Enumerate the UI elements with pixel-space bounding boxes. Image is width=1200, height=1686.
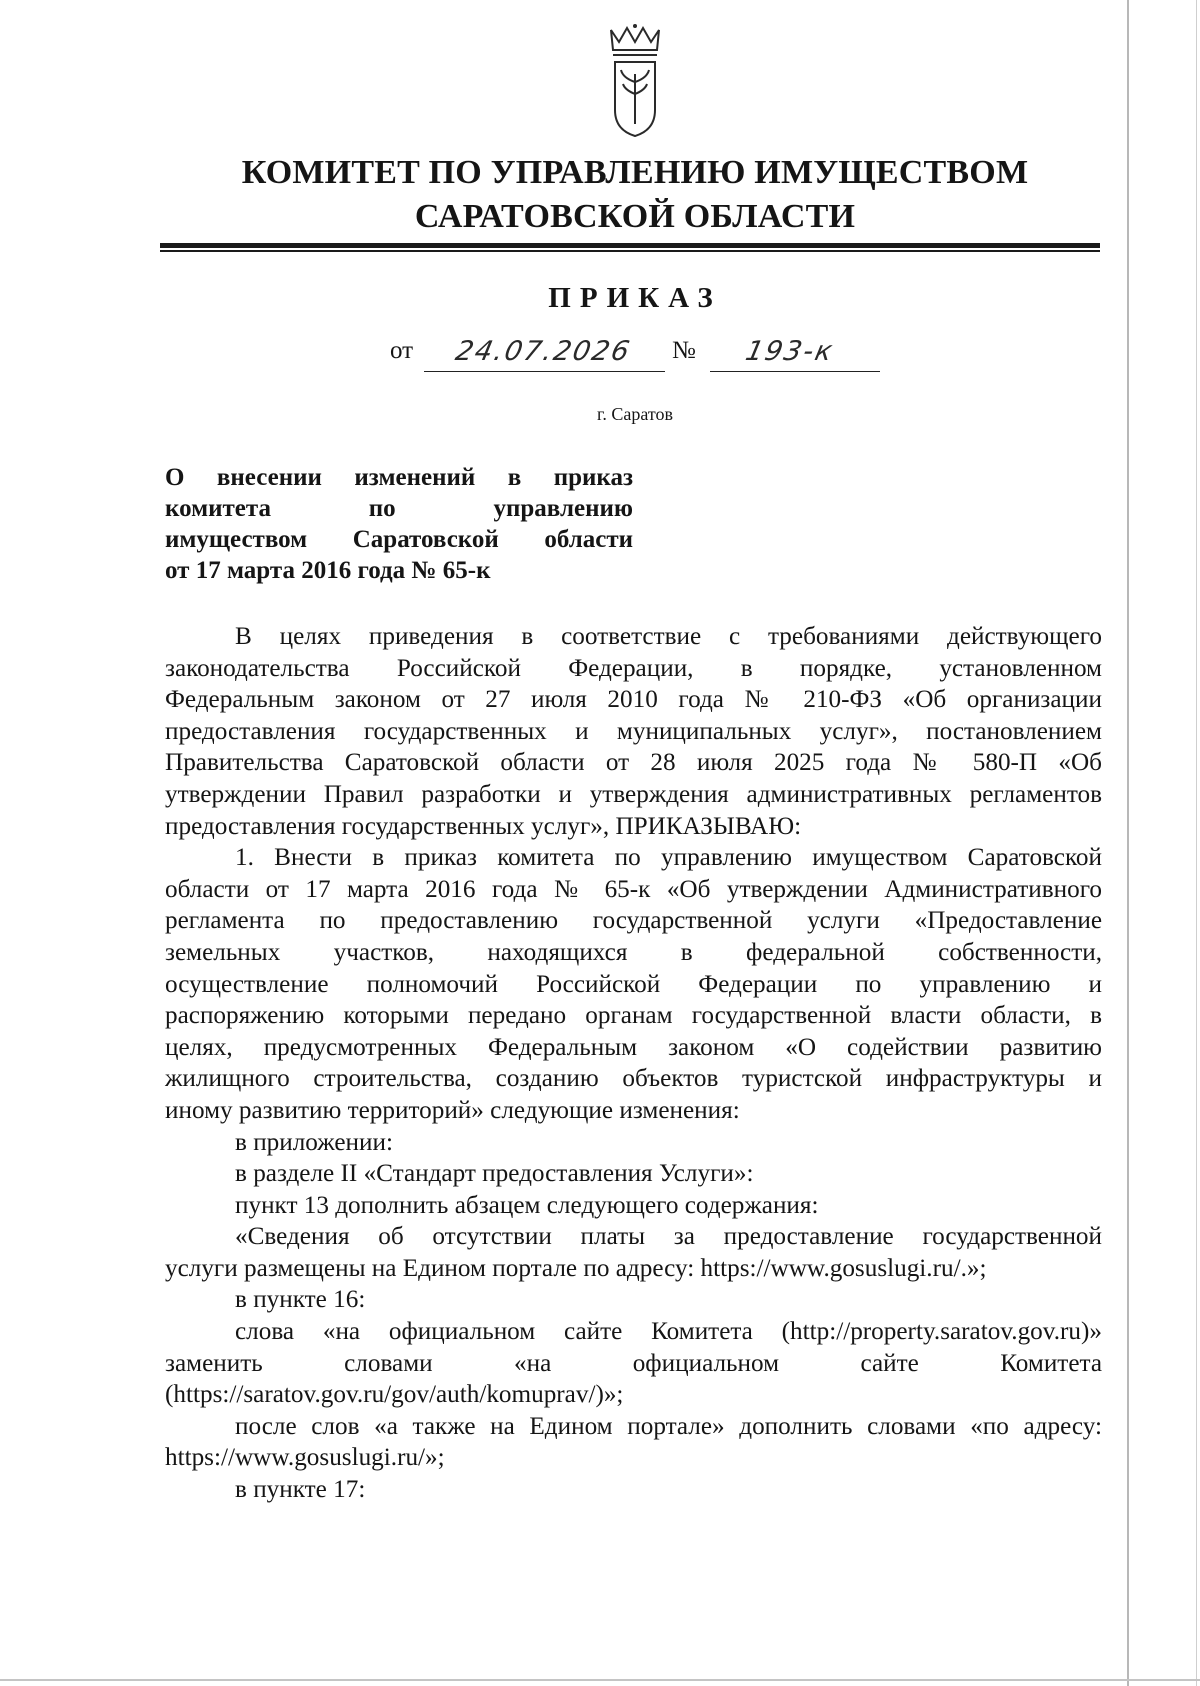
body-line: в разделе II «Стандарт предоставления Услуги»: [235,1160,754,1188]
body-line: в пункте 17: [235,1476,366,1504]
header-rule-thin [160,250,1100,252]
organization-name-line-1: КОМИТЕТ ПО УПРАВЛЕНИЮ ИМУЩЕСТВОМ [241,154,1029,191]
saratov-coat-of-arms-icon [595,22,675,140]
handwritten-number: 193-к [742,336,837,367]
order-subject [165,462,633,586]
date-underline [424,371,665,372]
date-prefix: от [390,337,414,364]
body-line: после слов «а также на Едином портале» дополнить словами «по адресу: [235,1412,1102,1440]
body-line: осуществление полномочий Российской Федерации по управлению и [165,970,1102,998]
body-line: в приложении: [235,1128,393,1156]
body-line: в пункте 16: [235,1286,366,1314]
body-line: услуги размещены на Едином портале по адресу: https://www.gosuslugi.ru/.»; [165,1254,987,1282]
page-edge-right [1127,0,1129,1686]
body-line: области от 17 марта 2016 года № 65-к «Об утверждении Административного [165,875,1102,903]
body-line: заменить словами «на официальном сайте Комитета [165,1349,1102,1377]
body-line: Правительства Саратовской области от 28 июля 2025 года № 580-П «Об [165,749,1102,777]
header-rule-thick [160,243,1100,248]
body-line: слова «на официальном сайте Комитета (http://property.saratov.gov.ru)» [235,1318,1102,1346]
organization-name-line-2: САРАТОВСКОЙ ОБЛАСТИ [414,198,856,235]
body-line: иному развитию территорий» следующие изменения: [165,1096,740,1124]
number-prefix: № [672,337,696,364]
page-edge-far-right [1196,0,1197,1686]
body-line: предоставления государственных и муниципальных услуг», постановлением [165,717,1102,745]
subject-line: О внесении изменений в приказ [165,464,633,491]
body-line: (https://saratov.gov.ru/gov/auth/komuprav/)»; [165,1381,624,1409]
body-line: земельных участков, находящихся в федеральной собственности, [165,938,1102,966]
body-line: законодательства Российской Федерации, в порядке, установленном [165,654,1102,682]
issue-city: г. Саратов [597,404,673,424]
body-line: пункт 13 дополнить абзацем следующего содержания: [235,1191,819,1219]
number-underline [710,371,880,372]
body-line: В целях приведения в соответствие с требованиями действующего [235,623,1102,650]
body-line: 1. Внести в приказ комитета по управлению имуществом Саратовской [235,844,1102,872]
body-line: Федеральным законом от 27 июля 2010 года № 210-ФЗ «Об организации [165,686,1102,714]
body-line: «Сведения об отсутствии платы за предоставление государственной [235,1223,1102,1251]
subject-line: от 17 марта 2016 года № 65-к [165,557,491,584]
document-type-title: ПРИКАЗ [548,282,722,314]
body-line: жилищного строительства, созданию объектов туристской инфраструктуры и [165,1065,1102,1093]
subject-line: имуществом Саратовской области [165,526,633,553]
body-line: целях, предусмотренных Федеральным законом «О содействии развитию [165,1033,1102,1061]
order-body [165,621,1102,1506]
page-edge-bottom [0,1679,1200,1681]
body-line: распоряжению которыми передано органам государственной власти области, в [165,1002,1102,1030]
body-line: утверждении Правил разработки и утверждения административных регламентов [165,780,1102,808]
handwritten-date: 24.07.2026 [452,336,634,367]
body-line: предоставления государственных услуг», ПРИКАЗЫВАЮ: [165,812,802,840]
body-line: регламента по предоставлению государственной услуги «Предоставление [165,907,1102,935]
body-line: https://www.gosuslugi.ru/»; [165,1444,445,1472]
subject-line: комитета по управлению [165,495,633,522]
